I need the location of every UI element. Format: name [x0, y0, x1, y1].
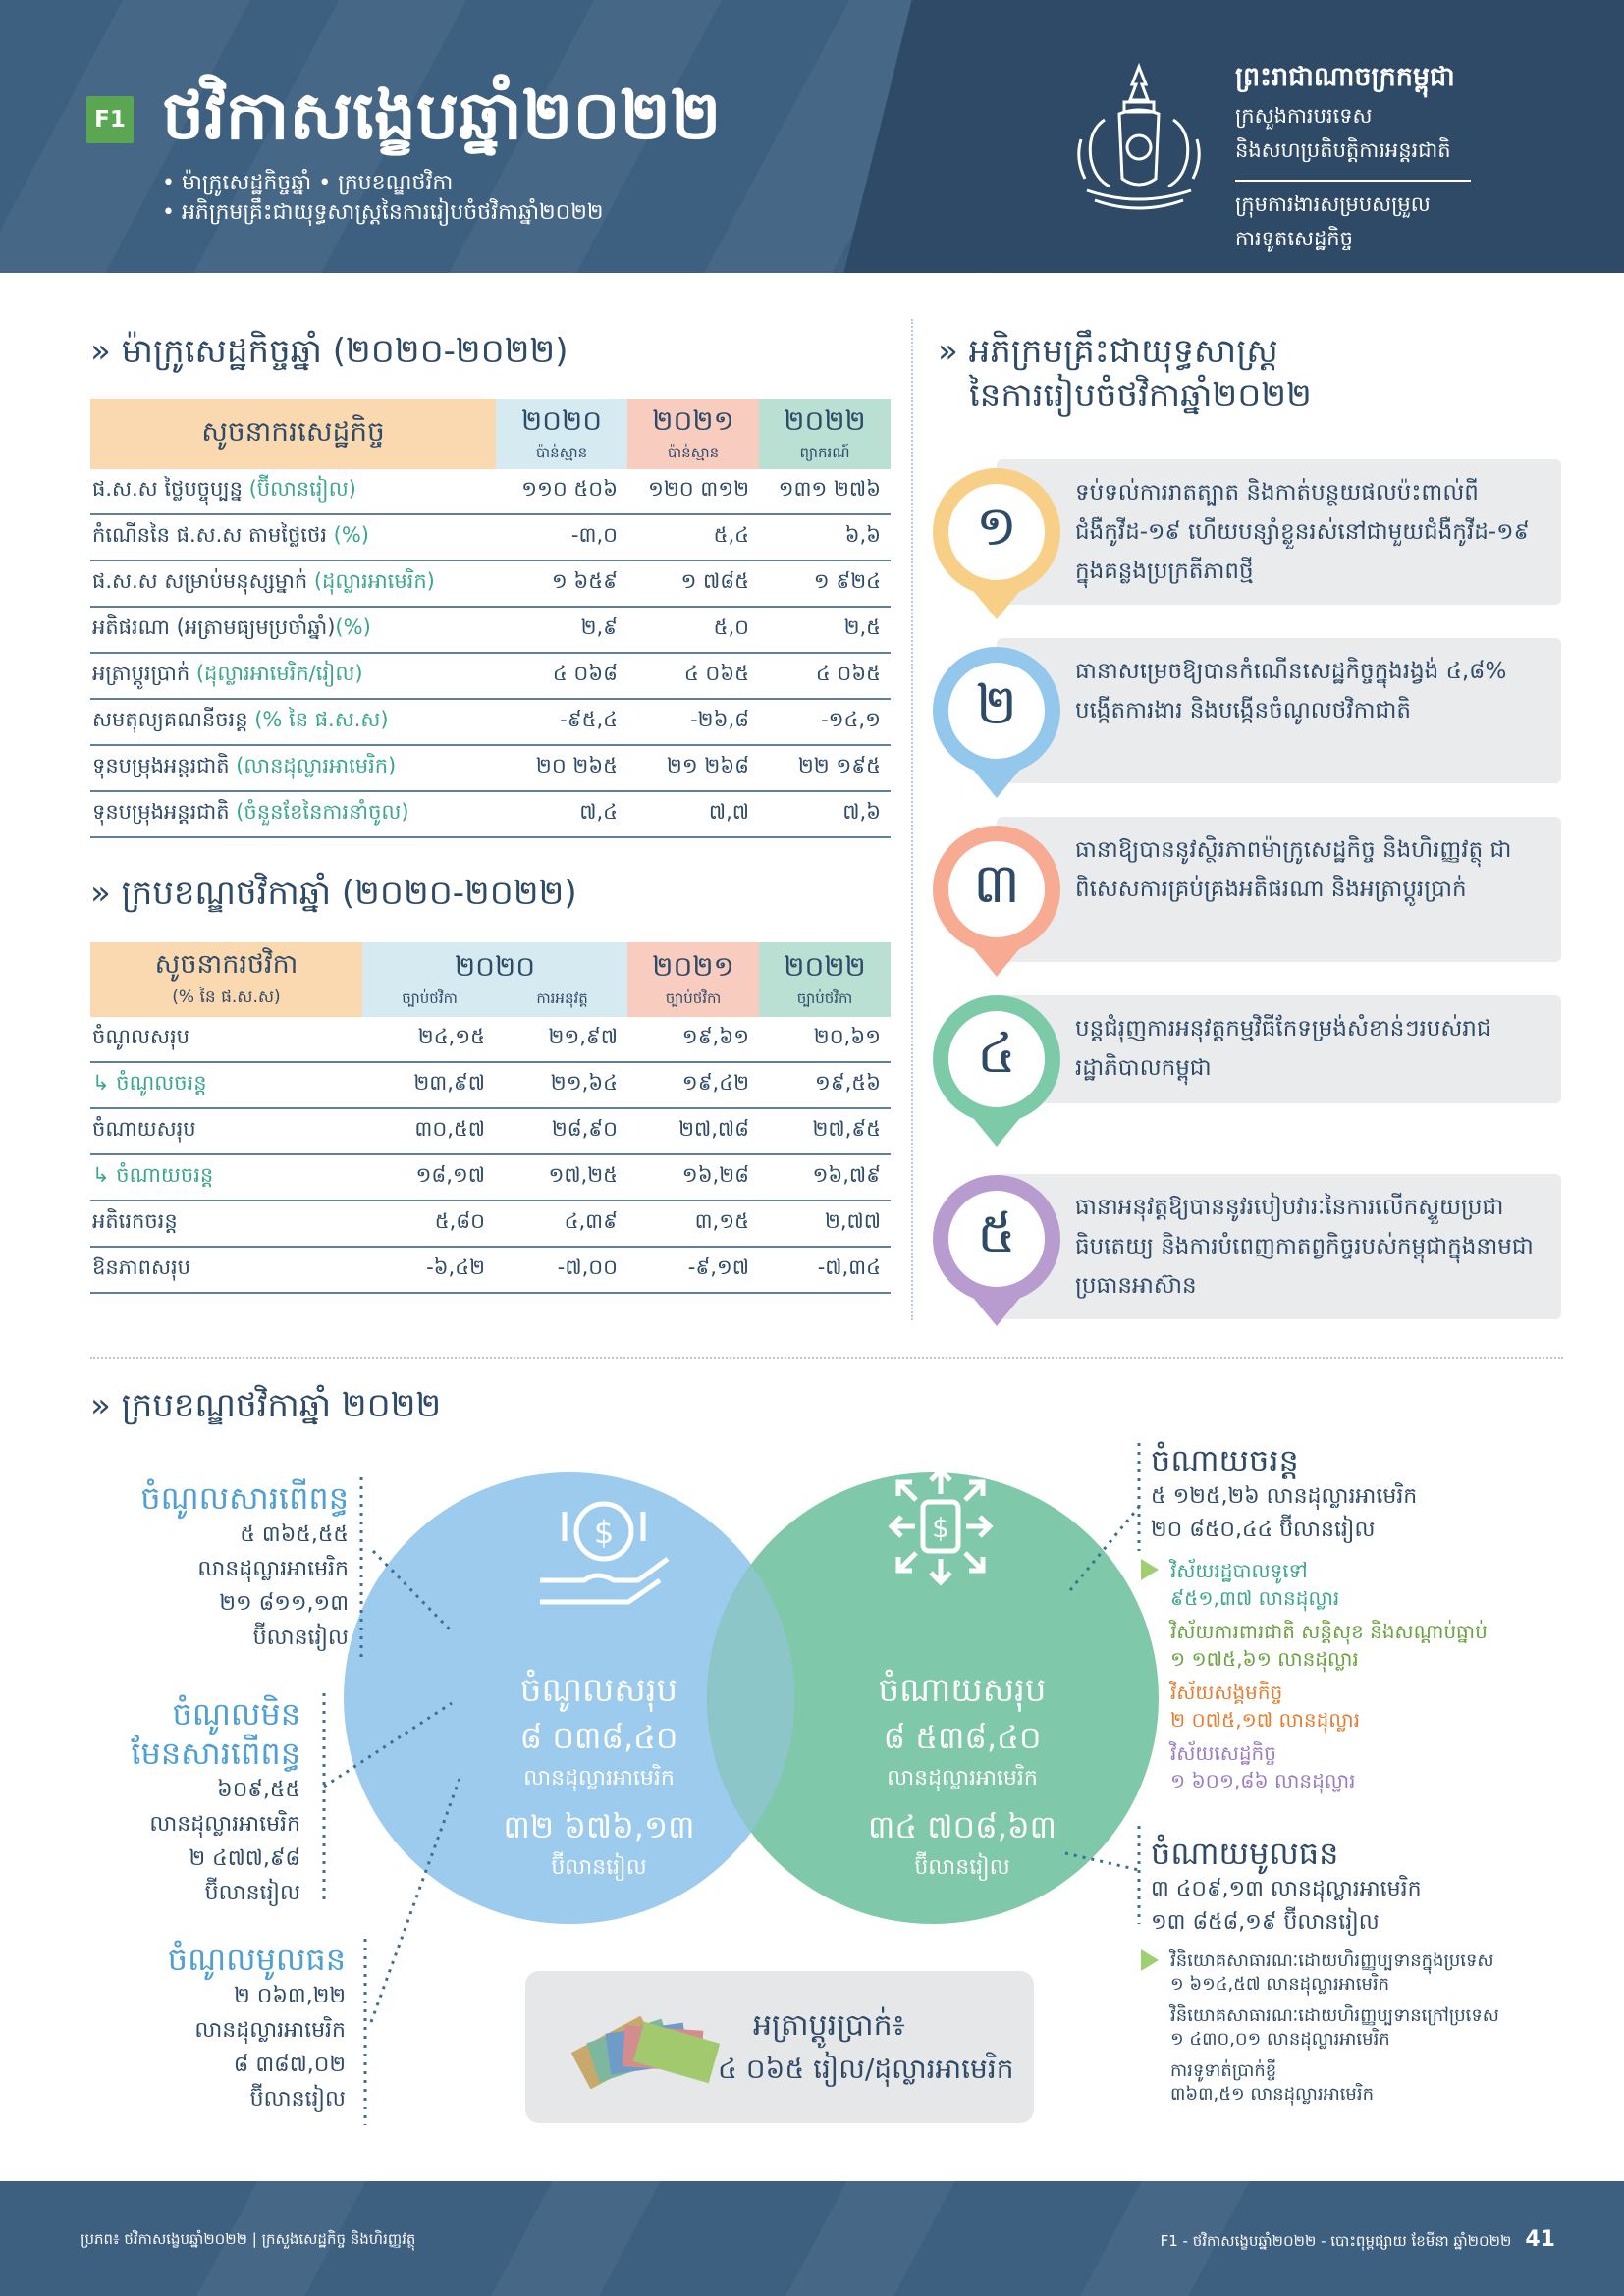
- footer-publication: F1 - ថវិកាសង្ខេបឆ្នាំ២០២២ - បោះពុម្ពផ្សាយ ខែមីនា ឆ្នាំ២០២២: [1160, 2232, 1512, 2250]
- macro-table: [90, 399, 891, 838]
- page-title: ថវិកាសង្ខេបឆ្នាំ២០២២: [162, 78, 722, 155]
- play-arrow-icon: [1141, 1559, 1159, 1580]
- capital-expense-khr: ១៣ ៨៥៨,១៩ ប៊ីលានរៀល: [1151, 1910, 1380, 1935]
- expense-sector-name: វិស័យសេដ្ឋកិច្ច: [1170, 1741, 1276, 1765]
- macro-value-2022: ៤ ០៦៥: [815, 662, 881, 685]
- fiscal-value-2020-law: ១៨,១៧: [415, 1163, 485, 1187]
- macro-value-2020: ២០ ២៦៥: [535, 754, 618, 777]
- macro-value-2021: -២៦,៨: [690, 708, 749, 731]
- play-arrow-icon: [1141, 1949, 1159, 1971]
- capital-revenue-title: ចំណូលមូលធន: [167, 1941, 346, 1978]
- fiscal-table-header: [90, 942, 891, 1017]
- unit-name-2: ការទូតសេដ្ឋកិច្ច: [1235, 227, 1353, 250]
- strategy-number-badge: [933, 1175, 1060, 1303]
- macro-row-unit: (ចំនួនខែនៃការនាំចូល): [236, 800, 409, 824]
- capital-expense-items: [1170, 1949, 1602, 2114]
- macro-value-2022: ៧,៦: [842, 800, 881, 824]
- macro-value-2020: ១ ៦៥៩: [551, 569, 618, 593]
- capital-expense-usd: ៣ ៤០៩,១៣ លានដុល្លារអាមេរិក: [1151, 1877, 1422, 1901]
- ministry-name-1: ក្រសួងការបរទេស: [1235, 104, 1373, 128]
- fiscal-value-2020-law: ៣០,៥៧: [414, 1117, 485, 1141]
- fiscal-value-2020-exec: -៧,០០: [557, 1255, 618, 1279]
- macro-row: [90, 561, 891, 608]
- fiscal-value-2022: ២០,៦១: [813, 1025, 881, 1048]
- macro-row: [90, 700, 891, 746]
- macro-value-2021: ២១ ២៦៨: [666, 754, 749, 777]
- budget-heading: » ក្របខណ្ឌថវិកាឆ្នាំ ២០២២: [90, 1386, 442, 1425]
- non-tax-revenue-usd-unit: លានដុល្លារអាមេរិក: [149, 1812, 300, 1837]
- subtitle-line-2: • អភិក្រមគ្រឹះជាយុទ្ធសាស្ត្រនៃការរៀបចំថវិកាឆ្នាំ២០២២: [162, 200, 604, 225]
- macro-row: [90, 746, 891, 792]
- fiscal-value-2020-law: ២៣,៩៧: [413, 1071, 485, 1095]
- unit-name-1: ក្រុមការងារសម្របសម្រួល: [1235, 192, 1431, 216]
- capital-revenue-khr-unit: ប៊ីលានរៀល: [249, 2087, 346, 2111]
- capital-expense-block: [1151, 1834, 1583, 1940]
- fiscal-value-2022: ១៩,៥៦: [814, 1071, 881, 1095]
- strategy-text: ធានាឱ្យបាននូវស្ថិរភាពម៉ាក្រូសេដ្ឋកិច្ច និងហិរញ្ញវត្ថុ ជាពិសេសការគ្រប់គ្រងអតិផរណា និងអត្រាប្តូរប្រាក់: [997, 817, 1561, 962]
- strategy-number-badge: [933, 468, 1060, 596]
- total-expense-caption: ចំណាយសរុប: [878, 1671, 1047, 1710]
- expense-sector-value: ១ ១៧៥,៦១ លានដុល្លារ: [1170, 1647, 1359, 1671]
- fiscal-row-label: ឱនភាពសរុប: [92, 1255, 190, 1279]
- macro-value-2020: -៣,០: [570, 523, 618, 547]
- fiscal-year-2020: ២០២០: [454, 949, 536, 983]
- fiscal-value-2020-law: ៥,៨០: [434, 1209, 485, 1233]
- ministry-block: [1235, 61, 1471, 256]
- macro-year-2021: ២០២១: [652, 403, 734, 437]
- fiscal-value-2021: ២៧,៧៨: [678, 1117, 749, 1141]
- capital-expense-item-name: វិនិយោគសាធារណៈដោយហិរញ្ញប្បទានក្នុងប្រទេស: [1170, 1950, 1494, 1971]
- fiscal-2021-sub: ច្បាប់ថវិកា: [665, 988, 722, 1007]
- total-expense-usd: ៨ ៥៣៨,៤០: [883, 1719, 1042, 1756]
- fiscal-row: [90, 1017, 891, 1063]
- fiscal-row: [90, 1109, 891, 1155]
- macro-value-2021: ៥,០: [713, 615, 749, 639]
- macro-value-2021: ៥,៤: [713, 523, 749, 547]
- macro-value-2021: ១ ៧៨៥: [680, 569, 749, 593]
- svg-text:$: $: [593, 1514, 615, 1551]
- capital-expense-item: [1170, 1949, 1602, 1997]
- column-divider: [911, 319, 913, 1320]
- fiscal-value-2020-exec: ១៧,២៥: [548, 1163, 618, 1187]
- macro-heading: » ម៉ាក្រូសេដ្ឋកិច្ចឆ្នាំ (២០២០-២០២២): [90, 332, 568, 371]
- macro-col-label: សូចនាករសេដ្ឋកិច្ច: [90, 399, 496, 469]
- strategy-number: ៤: [948, 1011, 1045, 1107]
- expense-sector-name: វិស័យរដ្ឋបាលទូទៅ: [1170, 1559, 1308, 1582]
- capital-revenue-block: [79, 1940, 346, 2116]
- fiscal-value-2020-exec: ២១,៦៤: [550, 1071, 618, 1095]
- macro-row-label: កំណើននៃ ផ.ស.ស តាមថ្លៃថេរ: [92, 523, 334, 547]
- fiscal-row: [90, 1063, 891, 1109]
- non-tax-revenue-title-2: មែនសារពើពន្ធ: [131, 1735, 300, 1772]
- money-outflow-icon: [892, 1470, 990, 1582]
- strategy-text: ធានាសម្រេចឱ្យបានកំណើនសេដ្ឋកិច្ចក្នុងរង្វង់ ៤,៨% បង្កើតការងារ និងបង្កើនចំណូលថវិកាជាតិ: [997, 638, 1561, 783]
- fiscal-2020-execution: ការអនុវត្ត: [536, 988, 588, 1007]
- page-number: 41: [1525, 2227, 1555, 2252]
- section-divider: [90, 1357, 1563, 1359]
- fiscal-row: [90, 1201, 891, 1248]
- tax-revenue-usd-unit: លានដុល្លារអាមេរិក: [197, 1557, 349, 1581]
- expense-sector: [1170, 1557, 1583, 1612]
- total-expense-usd-unit: លានដុល្លារអាមេរិក: [887, 1766, 1038, 1790]
- exchange-rate-box: [525, 1971, 1034, 2123]
- macro-row-unit: (%): [335, 615, 371, 639]
- non-tax-revenue-usd: ៦០៩,៥៥: [217, 1778, 300, 1802]
- capital-expense-item-value: ១ ៤៣០,០១ លានដុល្លារអាមេរិក: [1170, 2029, 1390, 2050]
- macro-row-label: ផ.ស.ស សម្រាប់មនុស្សម្នាក់: [92, 569, 314, 593]
- strategy-heading-1: » អភិក្រមគ្រឹះជាយុទ្ធសាស្ត្រ: [938, 332, 1278, 371]
- macro-value-2022: ២២ ១៩៥: [797, 754, 881, 777]
- strategy-number-badge: [933, 647, 1060, 774]
- fiscal-row-label: ↳ ចំណាយចរន្ត: [92, 1163, 214, 1187]
- banknotes-icon: [557, 1993, 724, 2101]
- non-tax-revenue-title-1: ចំណូលមិន: [172, 1695, 300, 1733]
- capital-expense-title: ចំណាយមូលធន: [1151, 1835, 1339, 1872]
- fiscal-year-2021: ២០២១: [652, 949, 734, 983]
- macro-value-2020: ១១០ ៥០៦: [521, 477, 618, 501]
- current-expense-block: [1151, 1441, 1583, 1547]
- capital-expense-item-name: វិនិយោគសាធារណៈដោយហិរញ្ញប្បទានក្រៅប្រទេស: [1170, 2005, 1499, 2026]
- current-expense-sectors: [1170, 1557, 1583, 1800]
- strategy-text: បន្តជំរុញការអនុវត្តកម្មវិធីកែទម្រង់សំខាន់ៗរបស់រាជរដ្ឋាភិបាលកម្ពុជា: [997, 995, 1561, 1103]
- capital-expense-item-value: ៣៦៣,៥១ លានដុល្លារអាមេរិក: [1170, 2084, 1374, 2105]
- macro-row: [90, 515, 891, 561]
- total-expense-khr-unit: ប៊ីលានរៀល: [914, 1855, 1010, 1880]
- non-tax-revenue-khr: ២ ៤៧៧,៩៨: [189, 1846, 300, 1871]
- strategy-heading-2: នៃការរៀបចំថវិកាឆ្នាំ២០២២: [969, 376, 1312, 415]
- fiscal-2020-budget-law: ច្បាប់ថវិកា: [402, 988, 458, 1007]
- macro-year-2021-sub: ប៉ាន់ស្មាន: [667, 443, 720, 461]
- exchange-rate-value: ៤ ០៦៥ រៀល/ដុល្លារអាមេរិក: [718, 2053, 1014, 2085]
- macro-row-unit: (%): [333, 523, 369, 547]
- macro-value-2021: ៧,៧: [708, 800, 749, 824]
- capital-expense-item-value: ១ ៦១៤,៥៧ លានដុល្លារអាមេរិក: [1170, 1974, 1390, 1995]
- total-revenue-khr: ៣២ ៦៧៦,១៣: [503, 1808, 695, 1845]
- fiscal-row-label: ចំណាយសរុប: [92, 1117, 196, 1141]
- ministry-name-2: និងសហប្រតិបត្តិការអន្តរជាតិ: [1235, 138, 1451, 162]
- subtitle-line-1: • ម៉ាក្រូសេដ្ឋកិច្ចឆ្នាំ • ក្របខណ្ឌថវិកា: [162, 171, 454, 195]
- macro-value-2022: ១៣១ ២៧៦: [778, 477, 881, 501]
- strategy-number: ៥: [948, 1191, 1045, 1287]
- non-tax-revenue-block: [79, 1694, 300, 1910]
- total-expense-khr: ៣៤ ៧០៨,៦៣: [868, 1808, 1056, 1845]
- macro-row-label: អត្រាប្តូរប្រាក់: [92, 662, 196, 685]
- svg-text:$: $: [932, 1512, 949, 1544]
- macro-value-2020: ៤ ០៦៨: [552, 662, 618, 685]
- tax-revenue-khr: ២១ ៨១១,១៣: [219, 1591, 349, 1616]
- tax-revenue-block: [79, 1478, 349, 1655]
- fiscal-value-2020-law: ២៤,១៥: [417, 1025, 485, 1048]
- expense-sector-value: ១ ៦០១,៨៦ លានដុល្លារ: [1170, 1769, 1356, 1792]
- macro-row-label: សមតុល្យគណនីចរន្ត: [92, 708, 255, 731]
- macro-value-2021: ៤ ០៦៥: [683, 662, 749, 685]
- total-expense-block: [825, 1669, 1100, 1885]
- macro-year-2022-sub: ព្យាករណ៍: [799, 443, 850, 461]
- fiscal-row: [90, 1248, 891, 1294]
- tax-revenue-title: ចំណូលសារពើពន្ធ: [140, 1479, 349, 1517]
- fiscal-value-2022: ២៧,៩៥: [812, 1117, 881, 1141]
- strategy-number: ២: [948, 663, 1045, 759]
- macro-table-header: [90, 399, 891, 469]
- macro-row-label: អតិផរណា (អត្រាមធ្យមប្រចាំឆ្នាំ): [92, 615, 336, 639]
- non-tax-revenue-khr-unit: ប៊ីលានរៀល: [204, 1881, 300, 1905]
- fiscal-table: [90, 942, 891, 1294]
- macro-value-2022: ២,៥: [843, 615, 881, 639]
- expense-sector: [1170, 1679, 1583, 1734]
- royal-emblem-icon: [1065, 61, 1213, 218]
- macro-row: [90, 608, 891, 654]
- expense-sector-value: ២ ០៧៥,១៧ លានដុល្លារ: [1170, 1708, 1360, 1732]
- capital-expense-item: [1170, 2004, 1602, 2052]
- footer-right: [1161, 2227, 1555, 2254]
- strategy-number: ៣: [948, 841, 1045, 937]
- strategy-text: ធានាអនុវត្តឱ្យបាននូវរបៀបវារៈនៃការលើកស្ទួយប្រជាធិបតេយ្យ និងការបំពេញកាតព្វកិច្ចរបស់កម្ពុជាក្នុងនាមជាប្រធានអាស៊ាន: [997, 1174, 1561, 1319]
- fiscal-value-2021: -៩,១៧: [687, 1255, 749, 1279]
- fiscal-value-2020-exec: ២៨,៩០: [551, 1117, 618, 1141]
- capital-revenue-usd-unit: លានដុល្លារអាមេរិក: [194, 2018, 346, 2043]
- fiscal-2022-sub: ច្បាប់ថវិកា: [796, 988, 853, 1007]
- total-revenue-usd: ៨ ០៣៨,៤០: [519, 1719, 678, 1756]
- macro-row: [90, 654, 891, 700]
- fiscal-heading: » ក្របខណ្ឌថវិកាឆ្នាំ (២០២០-២០២២): [90, 874, 577, 913]
- fiscal-row-label: ចំណូលសរុប: [92, 1025, 189, 1048]
- fiscal-value-2021: ១៦,២៨: [681, 1163, 749, 1187]
- fiscal-value-2022: ១៦,៧៩: [812, 1163, 881, 1187]
- fiscal-value-2021: ១៩,៤២: [681, 1071, 749, 1095]
- fiscal-value-2022: -៧,៣៤: [817, 1255, 881, 1279]
- capital-expense-item: [1170, 2059, 1602, 2107]
- macro-row-label: ផ.ស.ស ថ្លៃបច្ចុប្បន្ន: [92, 477, 249, 501]
- strategy-number-badge: [933, 995, 1060, 1123]
- current-expense-usd: ៥ ១២៥,២៦ លានដុល្លារអាមេរិក: [1151, 1484, 1418, 1509]
- capital-revenue-usd: ២ ០៦៣,២២: [234, 1984, 346, 2008]
- macro-row-label: ទុនបម្រុងអន្តរជាតិ: [92, 754, 237, 777]
- capital-revenue-khr: ៨ ៣៨៧,០២: [233, 2053, 346, 2077]
- macro-row-unit: (% នៃ ផ.ស.ស): [254, 708, 389, 731]
- footer-source: ប្រភព៖ ថវិកាសង្ខេបឆ្នាំ២០២២ | ក្រសួងសេដ្ឋកិច្ច និងហិរញ្ញវត្ថុ: [81, 2230, 416, 2248]
- macro-value-2022: ៦,៦: [844, 523, 881, 547]
- fiscal-value-2022: ២,៧៧: [824, 1209, 881, 1233]
- expense-sector: [1170, 1618, 1583, 1673]
- strategy-text: ទប់ទល់ការរាតត្បាត និងកាត់បន្ថយផលប៉ះពាល់ពីជំងឺកូវីដ-១៩ ហើយបន្សាំខ្លួនរស់នៅជាមួយជំងឺកូវីដ-១៩ ក្នុងគន្លងប្រក្រតីភាពថ្មី: [997, 459, 1561, 605]
- macro-row: [90, 792, 891, 838]
- macro-value-2020: ២,៩: [580, 615, 618, 639]
- macro-year-2020: ២០២០: [520, 403, 603, 437]
- macro-value-2020: -៩៥,៤: [560, 708, 618, 731]
- macro-value-2022: -១៤,១: [821, 708, 881, 731]
- macro-value-2022: ១ ៩២៤: [813, 569, 881, 593]
- strategy-number-badge: [933, 826, 1060, 953]
- fiscal-value-2021: ១៩,៦១: [681, 1025, 749, 1048]
- fiscal-value-2020-exec: ២១,៩៧: [548, 1025, 618, 1048]
- fiscal-row: [90, 1155, 891, 1201]
- fiscal-value-2021: ៣,១៥: [694, 1209, 749, 1233]
- current-expense-title: ចំណាយចរន្ត: [1151, 1442, 1299, 1479]
- expense-sector-name: វិស័យសង្គមកិច្ច: [1170, 1681, 1283, 1704]
- strategy-number: ១: [948, 484, 1045, 580]
- tax-revenue-usd: ៥ ៣៦៥,៥៥: [240, 1522, 349, 1547]
- macro-row: [90, 469, 891, 515]
- macro-row-unit: (លានដុល្លារអាមេរិក): [236, 754, 397, 777]
- fiscal-year-2022: ២០២២: [784, 949, 866, 983]
- total-revenue-usd-unit: លានដុល្លារអាមេរិក: [523, 1766, 675, 1790]
- kingdom-name: ព្រះរាជាណាចក្រកម្ពុជា: [1235, 62, 1455, 92]
- fiscal-value-2020-law: -៦,៤២: [426, 1255, 485, 1279]
- macro-row-unit: (ប៊ីលានរៀល): [248, 477, 356, 501]
- fiscal-value-2020-exec: ៤,៣៩: [564, 1209, 618, 1233]
- footer: [0, 2181, 1624, 2296]
- section-badge: F1: [86, 96, 134, 143]
- current-expense-khr: ២០ ៨៥០,៤៤ ប៊ីលានរៀល: [1151, 1518, 1376, 1542]
- macro-row-unit: (ដុល្លារអាមេរិក/រៀល): [195, 662, 363, 685]
- total-revenue-khr-unit: ប៊ីលានរៀល: [551, 1855, 647, 1880]
- fiscal-row-label: ↳ ចំណូលចរន្ត: [92, 1071, 207, 1095]
- macro-row-unit: (ដុល្លារអាមេរិក): [313, 569, 435, 593]
- macro-value-2020: ៧,៤: [579, 800, 618, 824]
- macro-value-2021: ១២០ ៣១២: [647, 477, 749, 501]
- capital-expense-item-name: ការទូទាត់ប្រាក់ខ្ចី: [1170, 2060, 1277, 2081]
- expense-sector: [1170, 1739, 1583, 1794]
- expense-sector-value: ៩៥១,៣៧ លានដុល្លារ: [1170, 1586, 1340, 1610]
- exchange-rate-label: អត្រាប្តូរប្រាក់៖: [753, 2008, 905, 2043]
- expense-sector-name: វិស័យការពារជាតិ សន្តិសុខ និងសណ្តាប់ធ្នាប់: [1170, 1620, 1488, 1643]
- total-revenue-block: [461, 1669, 736, 1885]
- macro-year-2020-sub: ប៉ាន់ស្មាន: [535, 443, 588, 461]
- fiscal-col-sub: (% នៃ ផ.ស.ស): [172, 988, 281, 1007]
- fiscal-row-label: អតិរេកចរន្ត: [92, 1209, 178, 1233]
- macro-year-2022: ២០២២: [784, 403, 866, 437]
- macro-row-label: ទុនបម្រុងអន្តរជាតិ: [92, 800, 237, 824]
- total-revenue-caption: ចំណូលសរុប: [519, 1671, 678, 1710]
- tax-revenue-khr-unit: ប៊ីលានរៀល: [252, 1626, 349, 1650]
- fiscal-col-label: សូចនាករថវិកា: [154, 949, 298, 980]
